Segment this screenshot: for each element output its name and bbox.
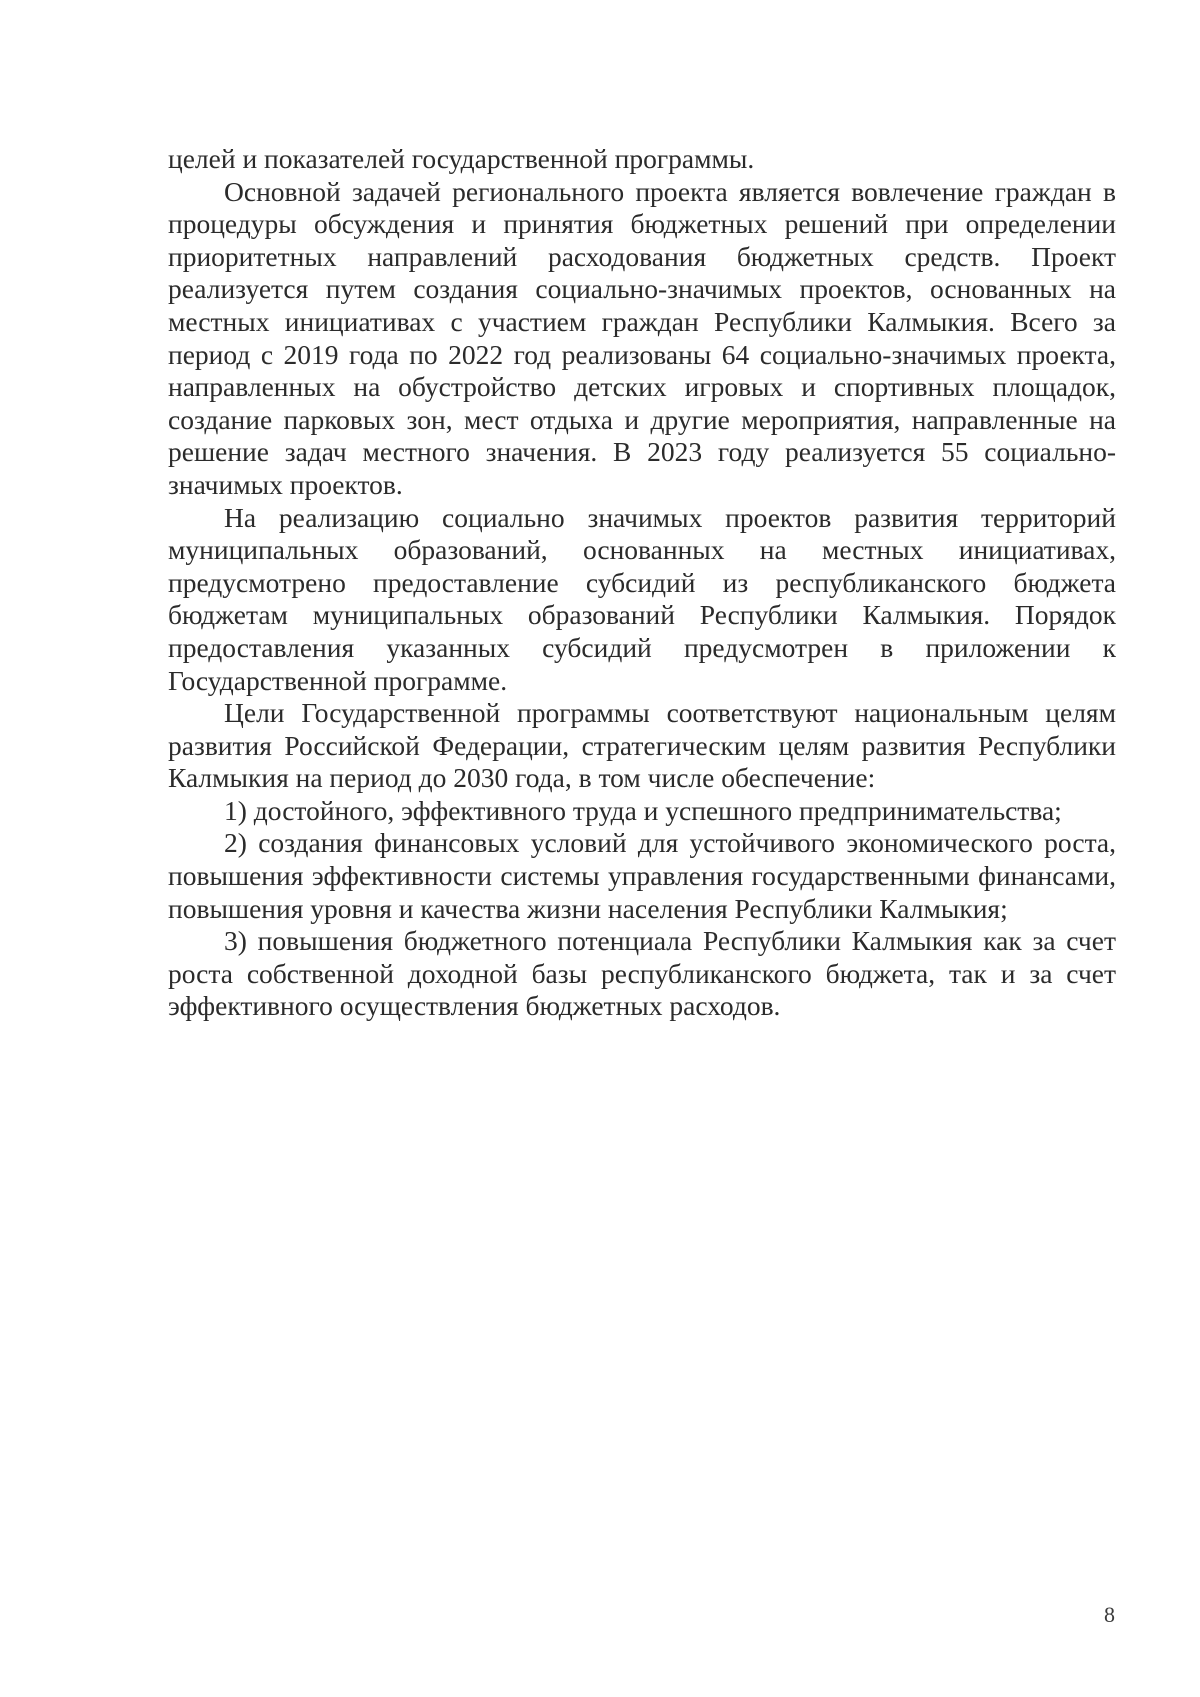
- paragraph-subsidies: На реализацию социально значимых проектов развития территорий муниципальных образований, основанных на местных инициативах, предусмотрено предоставление субсидий из республиканского бюджета бюджетам муниципальных образований Республики Калмыкия. Порядок предоставления указанных субсидий предусмотрен в приложении к Государственной программе.: [168, 501, 1116, 696]
- page-number: 8: [1104, 1602, 1115, 1627]
- list-item-3: 3) повышения бюджетного потенциала Республики Калмыкия как за счет роста собственной доходной базы республиканского бюджета, так и за счет эффективного осуществления бюджетных расходов.: [168, 925, 1116, 1022]
- list-item-1: 1) достойного, эффективного труда и успешного предпринимательства;: [224, 794, 1062, 826]
- paragraph-continuation: целей и показателей государственной программы.: [168, 143, 755, 174]
- list-item-2: 2) создания финансовых условий для устойчивого экономического роста, повышения эффективности системы управления государственными финансами, повышения уровня и качества жизни населения Республики Калмыкия;: [168, 827, 1116, 924]
- body-text: [168, 143, 1116, 1023]
- paragraph-program-goals: Цели Государственной программы соответствуют национальным целям развития Российской Федерации, стратегическим целям развития Республики Калмыкия на период до 2030 года, в том числе обеспечение:: [168, 697, 1116, 794]
- paragraph-regional-project: Основной задачей регионального проекта является вовлечение граждан в процедуры обсуждения и принятия бюджетных решений при определении приоритетных направлений расходования бюджетных средств. Проект реализуется путем создания социально-значимых проектов, основанных на местных инициативах с участием граждан Республики Калмыкия. Всего за период с 2019 года по 2022 год реализованы 64 социально-значимых проекта, направленных на обустройство детских игровых и спортивных площадок, создание парковых зон, мест отдыха и другие мероприятия, направленные на решение задач местного значения. В 2023 году реализуется 55 социально-значимых проектов.: [168, 175, 1116, 500]
